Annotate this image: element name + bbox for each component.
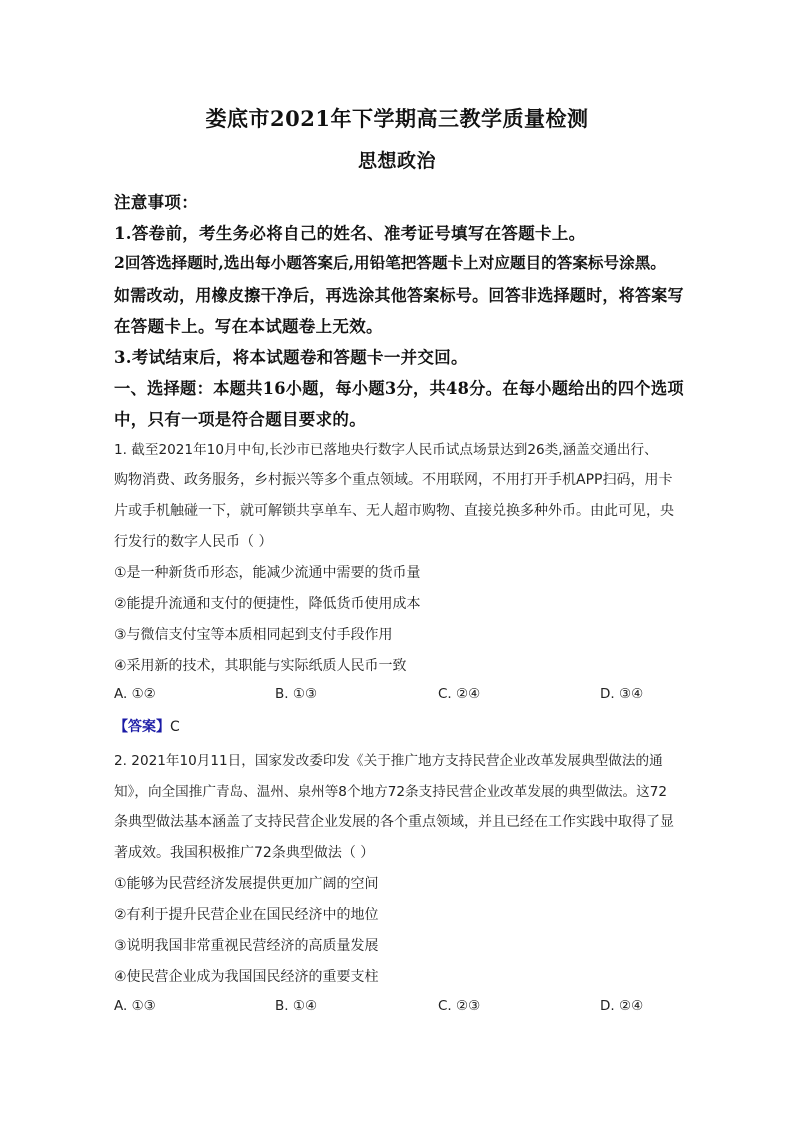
q1-statement-2: ②能提升流通和支付的便捷性，降低货币使用成本: [114, 596, 421, 612]
exam-title: 娄底市2021年下学期高三教学质量检测: [205, 106, 589, 131]
q2-option-b: B. ①④: [275, 998, 318, 1014]
note-item-2-line-1: 2回答选择题时,选出每小题答案后,用铅笔把答题卡上对应题目的答案标号涂黑。: [114, 253, 666, 272]
note-item-1: 1.答卷前，考生务必将自己的姓名、准考证号填写在答题卡上。: [114, 224, 586, 243]
note-item-2-line-2: 如需改动，用橡皮擦干净后，再选涂其他答案标号。回答非选择题时，将答案写: [114, 286, 684, 305]
q1-stem-line-4: 行发行的数字人民币（ ）: [114, 534, 273, 550]
note-item-2-line-3: 在答题卡上。写在本试题卷上无效。: [114, 317, 383, 336]
q1-option-d: D. ③④: [600, 686, 644, 702]
notes-heading: 注意事项：: [114, 193, 198, 212]
q2-stem-line-3: 条典型做法基本涵盖了支持民营企业发展的各个重点领域，并且已经在工作实践中取得了显: [114, 814, 674, 830]
answer-tag: 【答案】: [114, 719, 170, 735]
q2-statement-3: ③说明我国非常重视民营经济的高质量发展: [114, 938, 379, 954]
q2-stem-line-2: 知》，向全国推广青岛、温州、泉州等8个地方72条支持民营企业改革发展的典型做法。这72: [114, 784, 668, 800]
q2-statement-4: ④使民营企业成为我国国民经济的重要支柱: [114, 969, 379, 985]
q1-option-a: A. ①②: [114, 686, 156, 702]
section-1-line-1: 一、选择题：本题共16小题，每小题3分，共48分。在每小题给出的四个选项: [114, 379, 684, 398]
q1-option-b: B. ①③: [275, 686, 318, 702]
section-1-line-2: 中，只有一项是符合题目要求的。: [114, 410, 366, 429]
note-item-3: 3.考试结束后，将本试题卷和答题卡一并交回。: [114, 348, 468, 367]
q1-stem-line-2: 购物消费、政务服务，乡村振兴等多个重点领域。不用联网，不用打开手机APP扫码，用卡: [114, 472, 673, 488]
answer-value: C: [170, 719, 180, 735]
q1-statement-1: ①是一种新货币形态，能减少流通中需要的货币量: [114, 565, 421, 581]
q1-option-c: C. ②④: [438, 686, 481, 702]
q1-statement-3: ③与微信支付宝等本质相同起到支付手段作用: [114, 627, 393, 643]
q1-stem-line-1: 1. 截至2021年10月中旬,长沙市已落地央行数字人民币试点场景达到26类,涵盖交通出行、: [114, 442, 658, 458]
q2-option-d: D. ②④: [600, 998, 644, 1014]
q2-statement-2: ②有利于提升民营企业在国民经济中的地位: [114, 907, 379, 923]
subject-title: 思想政治: [357, 150, 436, 172]
q2-stem-line-1: 2. 2021年10月11日，国家发改委印发《关于推广地方支持民营企业改革发展典型做法的通: [114, 753, 663, 769]
q2-option-a: A. ①③: [114, 998, 156, 1014]
q1-statement-4: ④采用新的技术，其职能与实际纸质人民币一致: [114, 658, 407, 674]
q1-answer: [114, 716, 180, 736]
q1-stem-line-3: 片或手机触碰一下，就可解锁共享单车、无人超市购物、直接兑换多种外币。由此可见，央: [114, 503, 674, 519]
q2-stem-line-4: 著成效。我国积极推广72条典型做法（ ）: [114, 845, 375, 861]
q2-statement-1: ①能够为民营经济发展提供更加广阔的空间: [114, 876, 379, 892]
q2-option-c: C. ②③: [438, 998, 481, 1014]
